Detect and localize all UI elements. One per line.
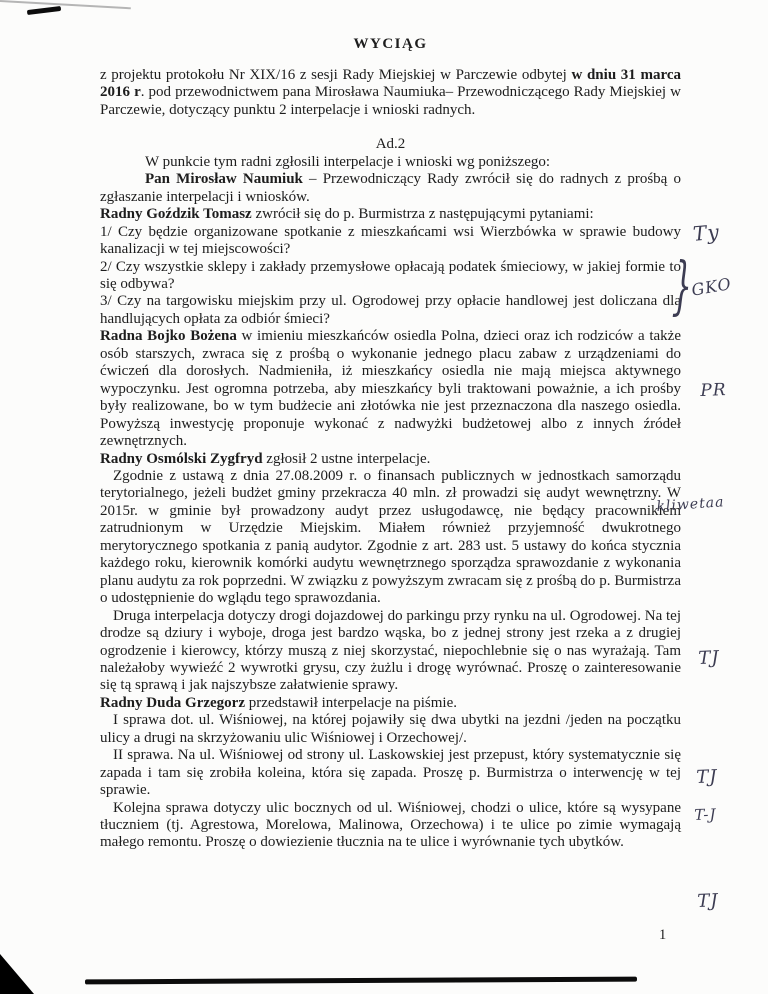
document-content xyxy=(100,36,681,852)
margin-initials-q1: Ty xyxy=(692,219,721,246)
speaker-name: Radny Goździk Tomasz xyxy=(100,206,252,223)
speaker-name: Radny Osmólski Zygfryd xyxy=(100,450,263,467)
text-segment: w imieniu mieszkańców osiedla Polna, dzieci oraz ich rodziców a także osób starszych, zwraca się z prośbą o wykonanie jednego placu zabaw z urządzeniami do ćwiczeń dla dorosłych. Nadmieniła, iż mieszkańcy osiedla nie mają miejsca aktywnego wypoczynku. Jest ogromna potrzeba, aby mieszkańcy byli traktowani poważnie, a ich prośby były realizowane, bo w tym budżecie ani złotówka nie jest przeznaczona dla naszego osiedla. Powyższą inwestycję proponuje wykonać z nadwyżki budżetowej albo z innych źródeł zewnętrznych. xyxy=(100,328,681,450)
margin-initials-pr: PR xyxy=(700,380,727,401)
text-segment: . pod przewodnictwem pana Mirosława Naumiuka– Przewodniczącego Rady Miejskiej w Parczewie, dotyczący punktu 2 interpelacje i wnioski radnych. xyxy=(100,84,681,118)
text-segment: 2/ Czy wszystkie sklepy i zakłady przemysłowe opłacają podatek śmieciowy, w jakiej formie to się odbywa? xyxy=(100,258,681,292)
paragraph-case-2 xyxy=(100,747,681,799)
margin-initials-tj-4: TJ xyxy=(697,890,719,912)
margin-initials-tj-1: TJ xyxy=(698,647,720,669)
paragraph-bojko xyxy=(100,328,681,450)
scan-artifact-top-mark xyxy=(27,6,61,15)
text-segment: 1/ Czy będzie organizowane spotkanie z mieszkańcami wsi Wierzbówka w sprawie budowy kanalizacji w tej miejscowości? xyxy=(100,223,681,258)
text-segment: I sprawa dot. ul. Wiśniowej, na której pojawiły się dwa ubytki na jezdni /jeden na początku ulicy a drugi na skrzyżowaniu ulic Wiśniowej i Orzechowej/. xyxy=(100,712,681,746)
paragraph-duda xyxy=(100,695,681,712)
margin-initials-tj-2: TJ xyxy=(696,766,718,788)
speaker-name: w dniu 31 marca 2016 r xyxy=(100,67,681,101)
text-segment: zwrócił się do p. Burmistrza z następującymi pytaniami: xyxy=(251,206,594,223)
paragraph-intro-point xyxy=(100,154,681,171)
speaker-name: Radny Duda Grzegorz xyxy=(100,694,245,711)
paragraph-naumiuk xyxy=(100,171,681,206)
speaker-name: Radna Bojko Bożena xyxy=(100,328,237,345)
scan-artifact-corner-fold xyxy=(0,954,34,994)
text-segment: przedstawił interpelacje na piśmie. xyxy=(245,694,457,711)
extract-intro-paragraph xyxy=(100,67,681,119)
margin-brace: } xyxy=(671,250,695,325)
text-segment: – Przewodniczący Rady zwrócił się do radnych z prośbą o zgłaszanie interpelacji i wniosków. xyxy=(100,171,681,205)
paragraph-question-3 xyxy=(100,293,681,328)
text-segment: Druga interpelacja dotyczy drogi dojazdowej do parkingu przy rynku na ul. Ogrodowej. Na tej drodze są dziury i wyboje, droga jest bardzo wąska, bo z jednej strony jest rzeka a z drugiej ogrodzenie i kierowcy, którzy muszą z niej skorzystać, niepochlebnie się o nas wyrażają. Tam należałoby wywieźć 2 wywrotki grysu, czy żużlu i drogę wyrównać. Proszę o zainteresowanie się tą sprawą i jak najszybsze załatwienie sprawy. xyxy=(100,607,681,694)
page-number: 1 xyxy=(659,927,667,943)
paragraph-road xyxy=(100,608,681,695)
text-segment: Ad.2 xyxy=(375,136,406,153)
text-segment: Zgodnie z ustawą z dnia 27.08.2009 r. o finansach publicznych w jednostkach samorządu terytorialnego, jeżeli budżet gminy przekracza 40 mln. zł prowadzi się audyt wewnętrzny. W 2015r. w gminie był prowadzony audyt przez usługodawcę, nie będący pracownikiem zatrudnionym w Urzędzie Miejskim. Miałem również przyjemność dwukrotnego merytorycznego spotkania z panią audytor. Zgodnie z art. 283 ust. 5 ustawy do końca stycznia każdego roku, kierownik komórki audytu wewnętrznego sporządza sprawozdanie z wykonania planu audytu za rok poprzedni. W związku z powyższym zwracam się z prośbą do p. Burmistrza o udostępnienie do wglądu tego sprawozdania. xyxy=(100,467,681,607)
scan-artifact-bottom-line xyxy=(85,977,637,984)
paragraph-case-3 xyxy=(100,800,681,852)
paragraph-audit xyxy=(100,468,681,608)
speaker-name: Pan Mirosław Naumiuk xyxy=(145,171,303,188)
paragraph-question-1 xyxy=(100,224,681,259)
text-segment: 3/ Czy na targowisku miejskim przy ul. Ogrodowej przy opłacie handlowej jest doliczana dla handlujących opłata za odbiór śmieci? xyxy=(100,293,681,327)
text-segment: Kolejna sprawa dotyczy ulic bocznych od ul. Wiśniowej, chodzi o ulice, które są wysypane tłuczniem (tj. Agrestowa, Morelowa, Malinowa, Orzechowa) i te ulice po zimie wymagają małego remontu. Proszę o dowiezienie tłucznia na te ulice i wyrównanie tych ubytków. xyxy=(100,799,681,851)
scan-artifact-thin-line xyxy=(0,0,131,9)
text-segment: z projektu protokołu Nr XIX/16 z sesji Rady Miejskiej w Parczewie odbytej xyxy=(100,67,572,83)
text-segment: II sprawa. Na ul. Wiśniowej od strony ul. Laskowskiej jest przepust, który systematycznie się zapada i tam się zrobiła koleina, która się zapada. Proszę p. Burmistrza o interwencję w tej sprawie. xyxy=(100,747,681,799)
text-segment: W punkcie tym radni zgłosili interpelacje i wnioski wg poniższego: xyxy=(145,153,551,170)
margin-initials-tj-3: T-J xyxy=(694,805,717,824)
margin-initials-q3: GKO xyxy=(690,273,734,300)
document-body xyxy=(100,67,681,852)
paragraph-question-2 xyxy=(100,259,681,294)
paragraph-case-1 xyxy=(100,712,681,747)
paragraph-gozdzik xyxy=(100,206,681,223)
text-segment: zgłosił 2 ustne interpelacje. xyxy=(262,450,431,467)
section-heading-ad2 xyxy=(100,136,681,153)
paragraph-osmolski xyxy=(100,451,681,468)
document-title: WYCIĄG xyxy=(353,36,428,52)
margin-note-audit: kliwetaa xyxy=(656,494,725,515)
